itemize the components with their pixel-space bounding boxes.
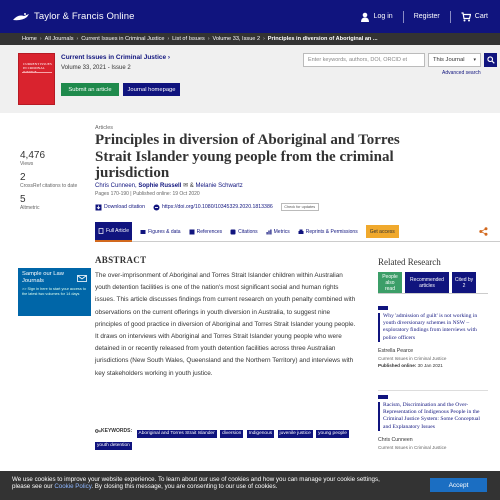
email-icon[interactable]: ✉	[183, 183, 189, 189]
author-link[interactable]: Melanie Schwartz	[195, 183, 243, 189]
search-input[interactable]: Enter keywords, authors, DOI, ORCID et	[303, 53, 425, 67]
divider	[403, 11, 404, 23]
article-pages: Pages 170-190 | Published online: 19 Oct 2020	[95, 191, 200, 197]
chevron-down-icon: ▾	[473, 57, 476, 63]
author-link[interactable]: Sophie Russell	[138, 183, 182, 189]
quote-icon	[230, 229, 236, 235]
chevron-right-icon: ›	[263, 36, 265, 42]
altmetric-count[interactable]: 5	[20, 194, 26, 205]
submit-article-button[interactable]: Submit an article	[61, 83, 119, 96]
article-metrics	[20, 150, 80, 216]
breadcrumb-all-journals[interactable]: All Journals	[44, 36, 74, 42]
chevron-right-icon: ›	[207, 36, 210, 42]
lamp-logo-icon	[12, 11, 30, 23]
keyword-tag[interactable]: Aboriginal and Torres Strait Islander	[138, 431, 215, 436]
cart-icon	[461, 12, 471, 22]
cookie-banner	[0, 471, 500, 500]
chevron-right-icon: ›	[39, 36, 42, 42]
cart-link[interactable]	[461, 12, 488, 22]
cookie-text-line1: We use cookies to improve your website experience. To learn about our use of cookies and how you can manage your cookie settings,	[12, 476, 380, 483]
download-citation-link[interactable]: Download citation	[104, 204, 145, 210]
related-article-author: Chris Cunneen	[378, 436, 413, 443]
journal-banner	[0, 45, 500, 113]
sample-title: Sample our Law Journals	[22, 271, 64, 284]
author-list	[95, 182, 243, 189]
crossref-label: CrossRef citations to date	[20, 183, 78, 189]
login-label: Log in	[373, 13, 393, 20]
keyword-tag[interactable]: young people	[318, 431, 347, 436]
related-article-journal: Current Issues in Criminal Justice	[378, 444, 447, 450]
references-icon	[189, 229, 195, 235]
journal-cover[interactable]	[18, 53, 55, 105]
article-marker	[378, 395, 388, 399]
search-scope-value: This Journal	[433, 57, 465, 63]
journal-homepage-button[interactable]: Journal homepage	[123, 83, 180, 96]
altmetric-label: Altmetric	[20, 205, 40, 211]
cover-rule	[22, 72, 52, 73]
journal-volume: Volume 33, 2021 - Issue 2	[61, 65, 131, 71]
breadcrumb-list-of-issues[interactable]: List of Issues	[172, 36, 205, 42]
related-article-title[interactable]: Racism, Discrimination and the Over-Representation of Indigenous People in the Criminal Justice System: Some Conceptual and Explanatory Issues	[378, 402, 488, 431]
document-icon	[98, 228, 104, 234]
cart-label: Cart	[474, 13, 488, 20]
divider	[450, 11, 451, 23]
register-label: Register	[413, 13, 440, 20]
author-separator: &	[189, 183, 194, 189]
brand-logo[interactable]	[12, 11, 135, 23]
tab-references[interactable]: References	[189, 229, 223, 235]
related-article-journal: Current Issues in Criminal Justice	[378, 355, 447, 361]
cover-title: CURRENT ISSUES IN CRIMINAL	[23, 62, 52, 70]
tab-reprints-permissions[interactable]: Reprints & Permissions	[298, 229, 358, 235]
tab-metrics[interactable]: Metrics	[266, 229, 290, 235]
accept-cookies-button[interactable]: Accept	[430, 478, 487, 492]
breadcrumb-journal[interactable]: Current Issues in Criminal Justice	[81, 36, 165, 42]
article-tabs	[95, 222, 500, 242]
views-label: Views	[20, 161, 34, 167]
login-link[interactable]	[360, 12, 393, 22]
cookie-text-line2: please see our Cookie Policy. By closing this message, you are consenting to our use of cookies.	[12, 483, 278, 490]
brand-name: Taylor & Francis Online	[34, 11, 135, 22]
article-title: Principles in diversion of Aboriginal and Torres Strait Islander young people from the criminal jurisdiction	[95, 132, 400, 181]
breadcrumb	[0, 33, 500, 45]
author-link[interactable]: Chris Cunneen,	[95, 183, 137, 189]
sample-journals-banner[interactable]	[18, 268, 91, 316]
chevron-right-icon: ›	[167, 36, 170, 42]
related-research-tabs	[378, 272, 488, 294]
breadcrumb-issue[interactable]: Volume 33, Issue 2	[212, 36, 261, 42]
citation-row	[95, 202, 319, 212]
sample-subtitle: >> Sign in here to start your access to the latest two volumes for 14 days	[22, 287, 86, 296]
tab-people-also-read[interactable]: People also read	[378, 272, 402, 293]
chevron-right-icon: ›	[76, 36, 79, 42]
keyword-tag[interactable]: juvenile justice	[279, 431, 311, 436]
views-count: 4,476	[20, 150, 46, 161]
share-icon[interactable]	[479, 227, 488, 236]
register-link[interactable]	[414, 13, 440, 20]
keyword-tag[interactable]: Indigenous	[248, 431, 273, 436]
keywords	[95, 426, 357, 452]
divider	[378, 390, 488, 391]
get-access-button[interactable]: Get access	[366, 225, 399, 238]
check-for-updates-button[interactable]: Check for updates	[281, 203, 319, 211]
related-research-heading: Related Research	[378, 257, 441, 267]
link-icon	[153, 204, 160, 211]
search-icon	[487, 56, 495, 64]
journal-title[interactable]: Current Issues in Criminal Justice ›	[61, 54, 171, 61]
download-icon	[95, 204, 102, 211]
abstract-heading: ABSTRACT	[95, 255, 147, 265]
tab-citations[interactable]: Citations	[230, 229, 257, 235]
keyword-tag[interactable]: diversion	[222, 431, 242, 436]
tab-figures-data[interactable]: Figures & data	[140, 229, 181, 235]
search-scope-select[interactable]	[428, 53, 481, 67]
related-article-author: Estrella Pearce	[378, 347, 414, 354]
related-article-published: Published online: 30 Jan 2021	[378, 362, 443, 368]
cookie-policy-link[interactable]: Cookie Policy	[54, 483, 92, 490]
breadcrumb-current: Principles in diversion of Aboriginal an ...	[267, 36, 378, 42]
breadcrumb-home[interactable]: Home	[22, 36, 37, 42]
print-icon	[298, 229, 304, 235]
bar-chart-icon	[266, 229, 272, 235]
advanced-search-link[interactable]: Advanced search	[442, 70, 481, 76]
user-icon	[360, 12, 370, 22]
image-icon	[140, 229, 146, 235]
crossref-count: 2	[20, 172, 26, 183]
envelope-icon	[77, 275, 87, 282]
search-button[interactable]	[484, 53, 497, 67]
abstract-text: The over-imprisonment of Aboriginal and Torres Strait Islander children within Australian youth detention facilities is one of the nation's most significant social and human rights issues. This article discusses findings from current research on youth penalty combined with observations on the current offerings in youth diversion in Australia, to suggest nine principles of good practice in diversion of Aboriginal and Torres Strait Islander young people. It draws on interviews with Aboriginal and Torres Strait Islander young people who were detained in or recently released from youth detention facilities across three Australian jurisdictions (New South Wales, Queensland and the Northern Territory) and interviews with key stakeholders working in youth justice.	[95, 272, 356, 377]
doi-link[interactable]: https://doi.org/10.1080/10345329.2020.1813386	[161, 204, 273, 210]
site-header	[0, 0, 500, 33]
article-type: Articles	[95, 125, 114, 131]
related-article	[378, 402, 488, 450]
related-article	[378, 313, 488, 368]
keyword-tag[interactable]: youth detention	[97, 443, 130, 448]
tab-recommended-articles[interactable]: Recommended articles	[405, 272, 449, 293]
keywords-label: KEYWORDS:	[95, 426, 132, 436]
related-article-title[interactable]: Why 'admission of guilt' is not working in youth diversionary schemes in NSW – exploratory findings from interviews with police officers	[378, 313, 488, 342]
tab-full-article[interactable]: Full Article	[95, 222, 132, 242]
tab-cited-by[interactable]: Cited by 2	[452, 272, 476, 293]
article-marker	[378, 306, 388, 310]
